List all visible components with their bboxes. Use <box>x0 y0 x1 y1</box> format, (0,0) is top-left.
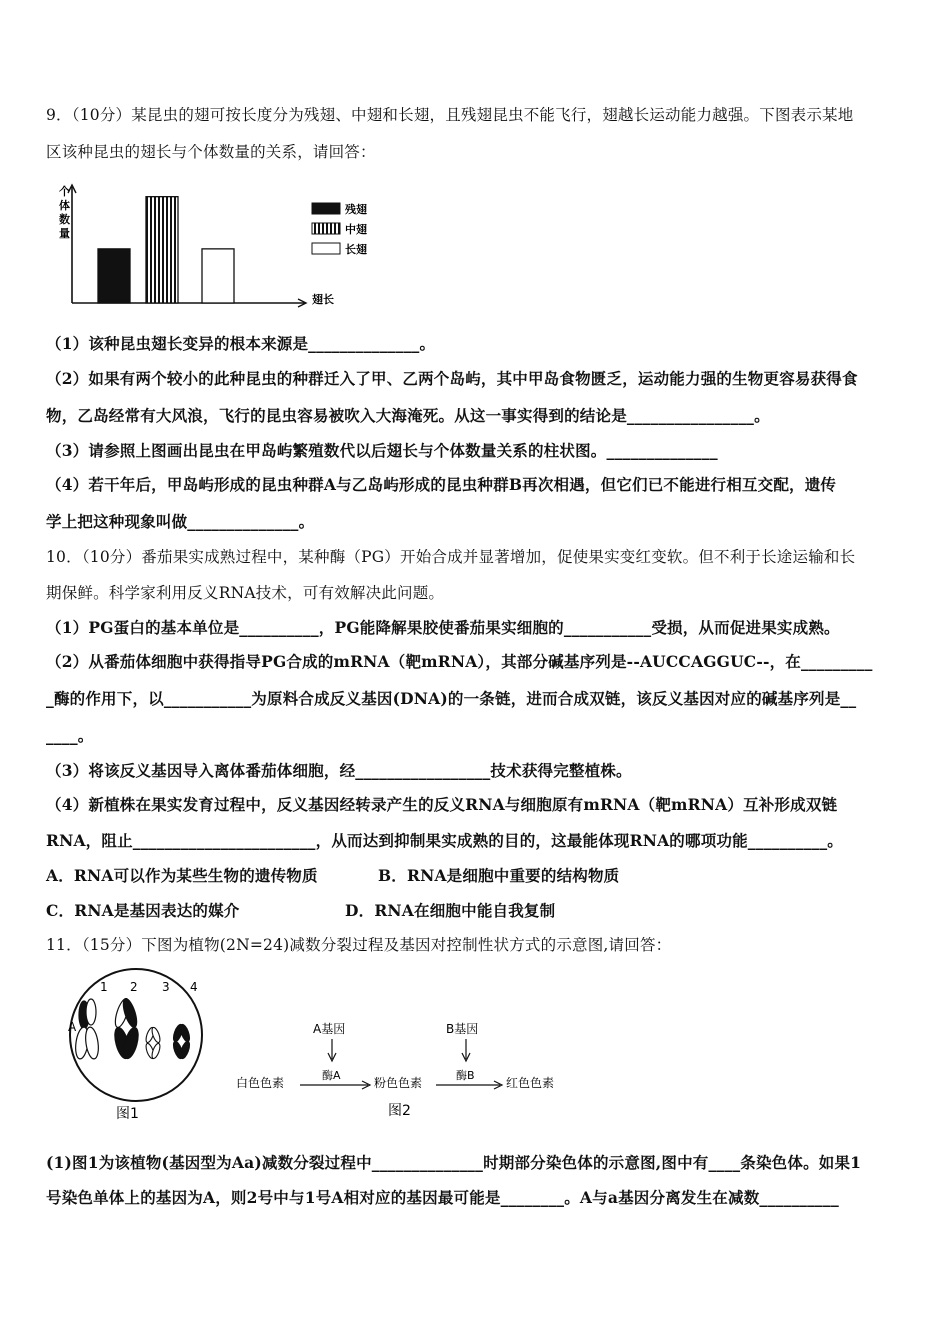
bar-short-wing <box>98 249 130 303</box>
chromatid-label-3: 3 <box>162 980 170 994</box>
q11-figure-1 <box>46 965 226 1134</box>
legend-swatch-mid <box>312 223 340 234</box>
legend-swatch-long <box>312 243 340 254</box>
y-axis-label-char: 体 <box>59 199 70 212</box>
q9-stem-line-1: 9．（10分）某昆虫的翅可按长度分为残翅、中翅和长翅，且残翅昆虫不能飞行，翅越长运动能力越强。下图表示某地 <box>46 106 854 124</box>
legend-swatch-short <box>312 203 340 214</box>
q11-sub-1b: 号染色单体上的基因为A，则2号中与1号A相对应的基因最可能是________。A与a基因分离发生在减数__________ <box>46 1188 839 1207</box>
q10-sub-2b: _酶的作用下，以___________为原料合成反义基因(DNA)的一条链，进而合成双链，该反义基因对应的碱基序列是__ <box>46 689 857 708</box>
q9-bar-chart <box>50 175 390 319</box>
q9-sub-2b: 物，乙岛经常有大风浪，飞行的昆虫容易被吹入大海淹死。从这一事实得到的结论是________________。 <box>46 406 770 425</box>
legend-label-short: 残翅 <box>345 203 367 216</box>
gene-b-label: B基因 <box>446 1022 479 1036</box>
x-axis-label: 翅长 <box>312 293 334 306</box>
q11-stem-line-1: 11．（15分）下图为植物(2N=24)减数分裂过程及基因对控制性状方式的示意图,请回答： <box>46 936 672 954</box>
y-axis-label-char: 数 <box>59 213 70 226</box>
q10-option-a: A．RNA可以作为某些生物的遗传物质 <box>46 866 318 885</box>
q9-sub-4b: 学上把这种现象叫做______________。 <box>46 512 315 531</box>
figure-2-caption: 图2 <box>388 1103 411 1119</box>
q10-stem-line-2: 期保鲜。科学家利用反义RNA技术，可有效解决此问题。 <box>46 584 445 602</box>
gene-a-label: A基因 <box>313 1022 346 1036</box>
chromatid-label-2: 2 <box>130 980 138 994</box>
q10-sub-2c: ____。 <box>46 726 94 745</box>
q11-figure-2 <box>228 1015 578 1129</box>
q10-sub-4b: RNA，阻止_______________________，从而达到抑制果实成熟的目的，这最能体现RNA的哪项功能__________。 <box>46 831 844 850</box>
q10-sub-3: （3）将该反义基因导入离体番茄体细胞，经_________________技术获得完整植株。 <box>46 761 632 780</box>
legend-label-mid: 中翅 <box>345 223 367 236</box>
q10-option-c: C．RNA是基因表达的媒介 <box>46 901 240 920</box>
white-pigment-label: 白色色素 <box>236 1076 285 1090</box>
q9-sub-4a: （4）若干年后，甲岛屿形成的昆虫种群A与乙岛屿形成的昆虫种群B再次相遇，但它们已不能进行相互交配，遗传 <box>46 475 837 494</box>
bar-long-wing <box>202 249 234 303</box>
chart-legend <box>312 202 367 256</box>
y-axis-label-char: 个 <box>59 185 70 198</box>
q10-option-b: B．RNA是细胞中重要的结构物质 <box>378 866 620 885</box>
chromatid-label-1: 1 <box>100 980 108 994</box>
red-pigment-label: 红色色素 <box>506 1076 555 1090</box>
chromatid-label-4: 4 <box>190 980 198 994</box>
legend-label-long: 长翅 <box>345 243 367 256</box>
q10-sub-1: （1）PG蛋白的基本单位是__________，PG能降解果胶使番茄果实细胞的___________受损，从而促进果实成熟。 <box>46 618 840 637</box>
q9-sub-2a: （2）如果有两个较小的此种昆虫的种群迁入了甲、乙两个岛屿，其中甲岛食物匮乏，运动能力强的生物更容易获得食 <box>46 369 858 388</box>
q10-sub-2a: （2）从番茄体细胞中获得指导PG合成的mRNA（靶mRNA），其部分碱基序列是--AUCCAGGUC--，在_________ <box>46 652 873 671</box>
q9-sub-1: （1）该种昆虫翅长变异的根本来源是______________。 <box>46 334 436 353</box>
q9-sub-3: （3）请参照上图画出昆虫在甲岛屿繁殖数代以后翅长与个体数量关系的柱状图。______________ <box>46 441 718 460</box>
q10-sub-4a: （4）新植株在果实发育过程中，反义基因经转录产生的反义RNA与细胞原有mRNA（靶mRNA）互补形成双链 <box>46 795 838 814</box>
q10-stem-line-1: 10．（10分）番茄果实成熟过程中，某种酶（PG）开始合成并显著增加，促使果实变红变软。但不利于长途运输和长 <box>46 548 856 566</box>
q11-sub-1a: (1)图1为该植物(基因型为Aa)减数分裂过程中______________时期部分染色体的示意图,图中有____条染色体。如果1 <box>46 1153 862 1172</box>
enzyme-a-label: 酶A <box>322 1069 341 1082</box>
figure-1-caption: 图1 <box>116 1106 139 1122</box>
bar-mid-wing <box>146 197 178 303</box>
q9-stem-line-2: 区该种昆虫的翅长与个体数量的关系，请回答： <box>46 143 376 161</box>
gene-label-a: A <box>68 1020 77 1034</box>
pink-pigment-label: 粉色色素 <box>374 1076 423 1090</box>
y-axis-label-char: 量 <box>59 227 70 240</box>
q10-option-d: D．RNA在细胞中能自我复制 <box>345 901 556 920</box>
enzyme-b-label: 酶B <box>456 1069 475 1082</box>
